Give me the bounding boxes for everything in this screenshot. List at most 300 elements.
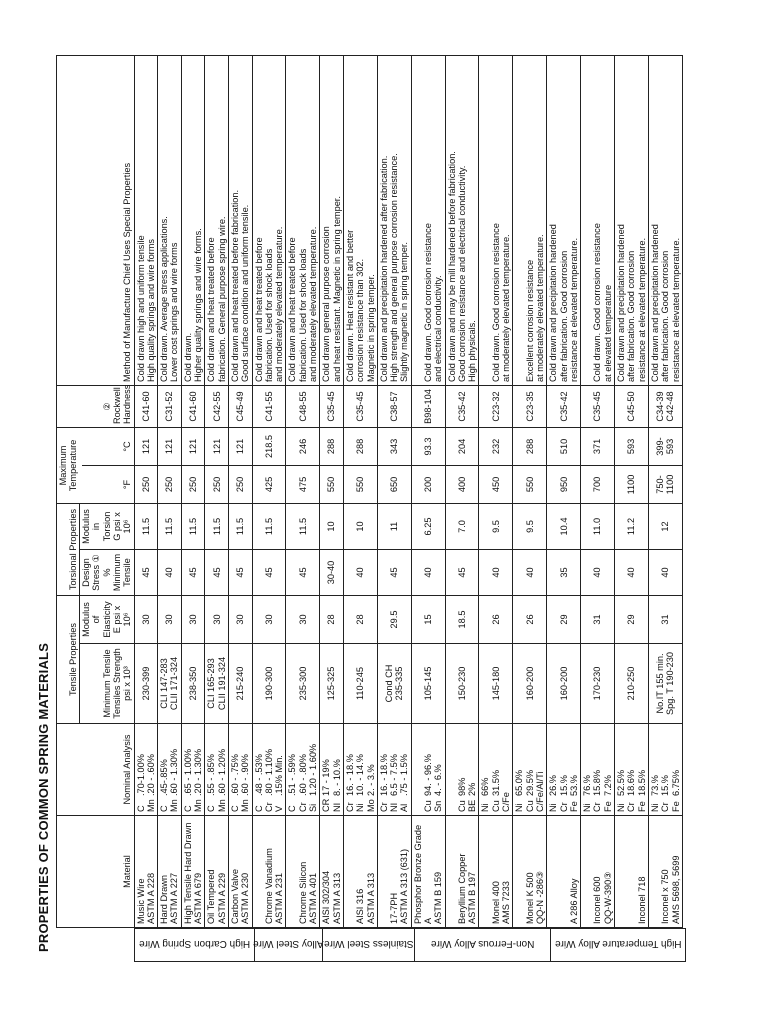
method-line: and electrical conductivity.	[433, 275, 444, 382]
cell-design	[377, 550, 411, 596]
temp_f-line: 650	[389, 476, 400, 493]
design-line: 30-40	[326, 560, 337, 585]
cell-temp_c	[479, 427, 513, 465]
cell-tensile	[158, 644, 182, 724]
cell-modulus_e	[615, 596, 649, 644]
cell-material	[648, 816, 682, 928]
temp_f-line: 425	[263, 476, 274, 493]
method-line: High strength and general purpose corrosion resistance.	[389, 153, 400, 382]
design-line: 45	[263, 567, 274, 578]
material-line: AISI 316	[355, 888, 366, 924]
table-row	[286, 55, 320, 927]
modulus_e-line: 30	[164, 614, 175, 625]
method-line: Cold drawn and heat treated before	[253, 237, 264, 382]
method-line: Slightly magnetic in spring temper.	[399, 242, 410, 382]
cell-modulus_g	[581, 503, 615, 549]
cell-modulus_g	[411, 503, 445, 549]
cell-method	[513, 55, 547, 385]
cell-design	[320, 550, 344, 596]
cell-material	[411, 816, 445, 928]
cell-rockwell	[411, 385, 445, 427]
cell-analysis	[181, 724, 205, 816]
cell-modulus_g	[134, 503, 158, 549]
header-torsional-group: Torsional Properties	[57, 503, 80, 595]
cell-method	[252, 55, 286, 385]
temp_c-line: 399-593	[655, 437, 676, 456]
temp_c-line: 121	[187, 438, 198, 455]
cell-modulus_g	[320, 503, 344, 549]
analysis-line: Si1.20 - 1.60%	[308, 743, 319, 812]
modulus_e-line: 29	[558, 614, 569, 625]
method-line: corrosion resistance than 302.	[355, 258, 366, 382]
analysis-line: C.65 - 1.00%	[182, 749, 193, 812]
header-design-stress: Design Stress ① % Minimum Tensile	[80, 550, 134, 596]
cell-tensile	[479, 644, 513, 724]
table-row	[343, 55, 377, 927]
rockwell-line: C35-45	[326, 391, 337, 422]
analysis-line: Ni26.%	[548, 775, 559, 812]
modulus_g-line: 6.25	[423, 517, 433, 536]
cell-analysis	[411, 724, 445, 816]
table-row	[377, 55, 411, 927]
method-line: Higher quality springs and wire forms.	[193, 228, 204, 382]
cell-modulus_g	[648, 503, 682, 549]
method-line: Cold drawn and may be mill hardened before fabrication.	[446, 151, 457, 382]
cell-material	[181, 816, 205, 928]
category-label: Non-Ferrous Alloy Wire	[414, 927, 550, 961]
cell-material	[286, 816, 320, 928]
analysis-line: Cu94. - 96.%	[423, 754, 433, 812]
cell-material	[228, 816, 252, 928]
material-line: AMS 5698, 5699	[670, 855, 681, 924]
cell-material	[377, 816, 411, 928]
temp_c-line: 288	[355, 438, 366, 455]
method-line: fabrication. Used for shock loads	[263, 248, 274, 382]
modulus_g-line: 10.4	[558, 517, 569, 536]
cell-tensile	[411, 644, 445, 724]
cell-modulus_e	[377, 596, 411, 644]
cell-rockwell	[205, 385, 229, 427]
method-line: at moderately elevated temperature.	[501, 234, 512, 382]
rockwell-line: C34-39	[655, 391, 666, 422]
method-line: High quality springs and wire forms	[145, 239, 156, 382]
table-row	[205, 55, 229, 927]
cell-tensile	[648, 644, 682, 724]
method-line: and heat resistant. Magnetic in spring temper.	[331, 196, 342, 382]
method-line: Cold drawn and precipitation hardened	[548, 224, 559, 382]
design-line: 40	[660, 567, 671, 578]
cell-method	[547, 55, 581, 385]
analysis-line: Mn.20 - 1.30%	[193, 749, 204, 812]
temp_f-line: 400	[456, 476, 467, 493]
material-line: 17-7PH	[389, 892, 400, 924]
cell-analysis	[648, 724, 682, 816]
table-row	[581, 55, 615, 927]
material-line: AMS 7233	[501, 881, 512, 924]
tensile-line: CLII 191-324	[216, 656, 227, 711]
method-line: Excellent corrosion resistance	[524, 259, 535, 382]
design-line: 40	[626, 567, 637, 578]
rockwell-line: C35-42	[558, 391, 569, 422]
cell-modulus_e	[411, 596, 445, 644]
header-modulus-g: Modulus in Torsion G psi x 10⁶	[80, 503, 134, 549]
cell-material	[320, 816, 344, 928]
analysis-line: C/Fe/Al/Ti	[534, 771, 545, 812]
cell-rockwell	[228, 385, 252, 427]
cell-rockwell	[343, 385, 377, 427]
material-line: ASTM A 228	[145, 872, 156, 924]
material-line: ASTM B 197	[467, 871, 478, 924]
cell-tensile	[581, 644, 615, 724]
cell-modulus_e	[228, 596, 252, 644]
rockwell-line: C48-55	[297, 391, 308, 422]
modulus_g-line: 11.5	[164, 517, 175, 536]
cell-modulus_g	[228, 503, 252, 549]
method-line: and moderately elevated temperature.	[308, 226, 319, 382]
temp_c-line: 121	[211, 438, 222, 455]
cell-modulus_g	[547, 503, 581, 549]
temp_f-line: 550	[355, 476, 366, 493]
cell-material	[158, 816, 182, 928]
material-line: Hard Drawn	[159, 874, 170, 924]
temp_c-line: 232	[490, 438, 501, 455]
cell-tensile	[377, 644, 411, 724]
method-line: Cold drawn and heat treated before fabrication.	[229, 189, 240, 382]
method-line: Lower cost springs and wire forms	[169, 242, 180, 382]
modulus_e-line: 28	[326, 614, 337, 625]
method-line: Cold drawn. Heat resistant and better	[344, 229, 355, 382]
cell-design	[445, 550, 479, 596]
cell-temp_c	[547, 427, 581, 465]
cell-modulus_e	[445, 596, 479, 644]
temp_f-line: 250	[187, 476, 198, 493]
method-line: after fabrication. Good corrosion	[660, 250, 671, 382]
material-line: Music Wire	[135, 878, 146, 924]
tensile-line: 230-399	[140, 666, 151, 701]
cell-method	[134, 55, 158, 385]
modulus_e-line: 31	[660, 614, 671, 625]
cell-design	[479, 550, 513, 596]
table-row	[648, 55, 682, 927]
modulus_g-line: 9.5	[524, 520, 535, 533]
cell-tensile	[615, 644, 649, 724]
rockwell-line: C42-48	[665, 391, 676, 422]
material-line: QQ-N -286③	[534, 870, 545, 924]
analysis-line: C.60 - .75%	[229, 754, 240, 812]
material-line: Monel 400	[490, 881, 501, 924]
cell-method	[479, 55, 513, 385]
tensile-line: 125-325	[326, 666, 337, 701]
table-row	[615, 55, 649, 927]
temp_f-line: 200	[423, 476, 433, 493]
tensile-line: 210-250	[626, 666, 637, 701]
material-line: ASTM A 229	[216, 872, 227, 924]
cell-temp_f	[615, 465, 649, 503]
cell-rockwell	[134, 385, 158, 427]
cell-temp_c	[581, 427, 615, 465]
cell-tensile	[228, 644, 252, 724]
design-line: 45	[140, 567, 151, 578]
material-line: ASTM A 313	[365, 872, 376, 924]
material-line: AISI 302/304	[321, 870, 332, 924]
cell-method	[158, 55, 182, 385]
material-line: Oil Tempered	[206, 869, 217, 924]
cell-method	[181, 55, 205, 385]
cell-temp_c	[205, 427, 229, 465]
temp_f-line: 550	[326, 476, 337, 493]
cell-material	[445, 816, 479, 928]
cell-rockwell	[445, 385, 479, 427]
cell-material	[581, 816, 615, 928]
temp_c-line: 121	[140, 438, 151, 455]
cell-temp_f	[158, 465, 182, 503]
table-row	[445, 55, 479, 927]
temp_c-line: 121	[164, 438, 175, 455]
rockwell-line: C38-57	[389, 391, 400, 422]
modulus_e-line: 15	[423, 614, 433, 625]
method-line: Cold drawn high and uniform tensile	[135, 235, 146, 382]
modulus_g-line: 11.5	[263, 517, 274, 536]
design-line: 45	[297, 567, 308, 578]
material-line: Carbon Valve	[229, 869, 240, 924]
analysis-line: NI8. - 10.%	[331, 759, 342, 812]
header-rockwell: ② Rockwell Hardness	[57, 385, 135, 427]
cell-modulus_g	[479, 503, 513, 549]
table-row	[158, 55, 182, 927]
modulus_g-line: 10	[355, 521, 366, 532]
design-line: 45	[389, 567, 400, 578]
analysis-line: Cr16. - 18.%	[344, 754, 355, 812]
cell-tensile	[320, 644, 344, 724]
modulus_e-line: 30	[140, 614, 151, 625]
modulus_e-line: 31	[592, 614, 603, 625]
cell-temp_c	[286, 427, 320, 465]
temp_f-line: 475	[297, 476, 308, 493]
tensile-line: Spg. T 190-230	[665, 652, 676, 716]
temp_f-line: 250	[140, 476, 151, 493]
rockwell-line: B98-104	[423, 389, 433, 424]
method-line: Good corrosion resistance and electrical conductivity.	[456, 165, 467, 382]
temp_f-line: 950	[558, 476, 569, 493]
cell-rockwell	[547, 385, 581, 427]
analysis-line: C/Fe	[501, 792, 512, 812]
cell-material	[343, 816, 377, 928]
cell-method	[581, 55, 615, 385]
design-line: 40	[592, 567, 603, 578]
tensile-line: CLI 147-283	[159, 658, 170, 709]
rockwell-line: C35-45	[355, 391, 366, 422]
table-row	[134, 55, 158, 927]
cell-method	[377, 55, 411, 385]
method-line: fabrication. Used for shock loads	[297, 248, 308, 382]
method-line: Cold drawn general purpose corrosion	[321, 226, 332, 382]
temp_f-line: 750-1100	[655, 474, 676, 495]
spring-materials-table	[56, 55, 683, 928]
cell-rockwell	[648, 385, 682, 427]
cell-tensile	[134, 644, 158, 724]
tensile-line: 215-240	[235, 666, 246, 701]
cell-modulus_e	[343, 596, 377, 644]
analysis-line: Fe53.%	[568, 775, 579, 812]
page-title: PROPERTIES OF COMMON SPRING MATERIALS	[36, 642, 51, 952]
modulus_g-line: 9.5	[490, 520, 501, 533]
method-line: resistance at elevated temperature.	[568, 237, 579, 382]
header-tensile-group: Tensile Properties	[57, 596, 80, 724]
cell-modulus_g	[158, 503, 182, 549]
cell-tensile	[205, 644, 229, 724]
tensile-line: Cond CH	[383, 664, 394, 703]
analysis-line: Cr18.6%	[626, 769, 637, 812]
header-min-tensile: Minimum Tensile Tensiles Strength psi x 10³	[80, 644, 134, 724]
table-row	[181, 55, 205, 927]
table-body	[134, 55, 682, 927]
analysis-line: C.55 - .85%	[206, 754, 217, 812]
cell-temp_c	[445, 427, 479, 465]
cell-tensile	[445, 644, 479, 724]
modulus_e-line: 26	[490, 614, 501, 625]
cell-rockwell	[377, 385, 411, 427]
analysis-line: C.45-.85%	[159, 759, 170, 812]
modulus_g-line: 11.5	[297, 517, 308, 536]
cell-design	[513, 550, 547, 596]
cell-modulus_e	[181, 596, 205, 644]
cell-temp_c	[411, 427, 445, 465]
analysis-line: Mn.60 - .90%	[240, 754, 251, 812]
temp_f-line: 1100	[626, 474, 637, 495]
cell-temp_f	[513, 465, 547, 503]
design-line: 35	[558, 567, 569, 578]
modulus_g-line: 11	[389, 521, 400, 532]
cell-rockwell	[181, 385, 205, 427]
cell-analysis	[158, 724, 182, 816]
analysis-line: Sn4. - 6.%	[433, 764, 444, 812]
cell-temp_f	[479, 465, 513, 503]
cell-temp_f	[581, 465, 615, 503]
modulus_e-line: 30	[187, 614, 198, 625]
cell-method	[411, 55, 445, 385]
temp_f-line: 700	[592, 476, 603, 493]
method-line: at elevated temperature	[602, 284, 613, 382]
method-line: fabrication. General purpose spring wire.	[216, 216, 227, 382]
material-line: A 286 Alloy	[568, 878, 579, 924]
cell-rockwell	[513, 385, 547, 427]
cell-modulus_g	[343, 503, 377, 549]
method-line: after fabrication. Good corrosion	[558, 250, 569, 382]
cell-modulus_e	[581, 596, 615, 644]
method-line: resistance at elevated temperature.	[670, 237, 681, 382]
cell-temp_f	[547, 465, 581, 503]
method-line: Good surface condition and uniform tensile.	[240, 204, 251, 382]
cell-design	[648, 550, 682, 596]
rockwell-line: C45-49	[235, 391, 246, 422]
cell-temp_f	[377, 465, 411, 503]
design-line: 45	[235, 567, 246, 578]
cell-rockwell	[581, 385, 615, 427]
cell-modulus_e	[158, 596, 182, 644]
cell-tensile	[181, 644, 205, 724]
material-line: ASTM A 313	[331, 872, 342, 924]
tensile-line: 105-145	[423, 666, 433, 701]
cell-temp_c	[158, 427, 182, 465]
cell-temp_c	[134, 427, 158, 465]
cell-method	[286, 55, 320, 385]
cell-analysis	[479, 724, 513, 816]
cell-design	[411, 550, 445, 596]
method-line: Cold drawn. Good corrosion resistance	[490, 223, 501, 382]
cell-rockwell	[286, 385, 320, 427]
cell-modulus_e	[205, 596, 229, 644]
table-row	[228, 55, 252, 927]
header-temp-f: °F	[82, 465, 134, 503]
method-line: High physicals.	[467, 320, 478, 382]
cell-rockwell	[615, 385, 649, 427]
cell-method	[228, 55, 252, 385]
cell-analysis	[513, 724, 547, 816]
modulus_g-line: 11.0	[592, 517, 603, 536]
header-modulus-e: Modulus of Elasticity E psi x 10⁶	[80, 596, 134, 644]
modulus_e-line: 28	[355, 614, 366, 625]
method-line: Cold drawn and heat treated before	[206, 237, 217, 382]
material-line: Inconel 718	[636, 876, 647, 924]
cell-rockwell	[252, 385, 286, 427]
cell-design	[615, 550, 649, 596]
analysis-line: NI6.5 - 7.5%	[389, 754, 400, 812]
table-row	[513, 55, 547, 927]
material-line: ASTM B 159	[433, 871, 444, 924]
material-line: ASTM A 313 (631)	[399, 848, 410, 924]
cell-temp_c	[377, 427, 411, 465]
analysis-line: V.15% Min.	[274, 755, 285, 812]
temp_c-line: 288	[326, 438, 337, 455]
cell-temp_f	[252, 465, 286, 503]
cell-modulus_g	[377, 503, 411, 549]
analysis-line: Cr15.8%	[592, 769, 603, 812]
cell-design	[581, 550, 615, 596]
cell-temp_f	[320, 465, 344, 503]
cell-analysis	[343, 724, 377, 816]
material-line: Monel K 500	[524, 872, 535, 924]
cell-temp_f	[181, 465, 205, 503]
cell-modulus_e	[547, 596, 581, 644]
cell-temp_f	[343, 465, 377, 503]
cell-analysis	[286, 724, 320, 816]
design-line: 40	[524, 567, 535, 578]
cell-temp_f	[286, 465, 320, 503]
temp_f-line: 250	[235, 476, 246, 493]
cell-temp_f	[205, 465, 229, 503]
cell-analysis	[615, 724, 649, 816]
modulus_g-line: 12	[660, 521, 671, 532]
cell-method	[320, 55, 344, 385]
cell-material	[205, 816, 229, 928]
cell-method	[205, 55, 229, 385]
rockwell-line: C45-50	[626, 391, 637, 422]
modulus_e-line: 30	[211, 614, 222, 625]
cell-analysis	[320, 724, 344, 816]
cell-temp_f	[648, 465, 682, 503]
cell-modulus_e	[320, 596, 344, 644]
modulus_g-line: 11.2	[626, 517, 637, 536]
analysis-line: Al.75 - 1.5%	[399, 754, 410, 812]
cell-design	[286, 550, 320, 596]
cell-modulus_g	[513, 503, 547, 549]
cell-material	[252, 816, 286, 928]
cell-tensile	[547, 644, 581, 724]
tensile-line: CLI 165-293	[206, 658, 217, 709]
category-label: High Carbon Spring Wire	[134, 927, 254, 961]
cell-tensile	[252, 644, 286, 724]
cell-design	[205, 550, 229, 596]
